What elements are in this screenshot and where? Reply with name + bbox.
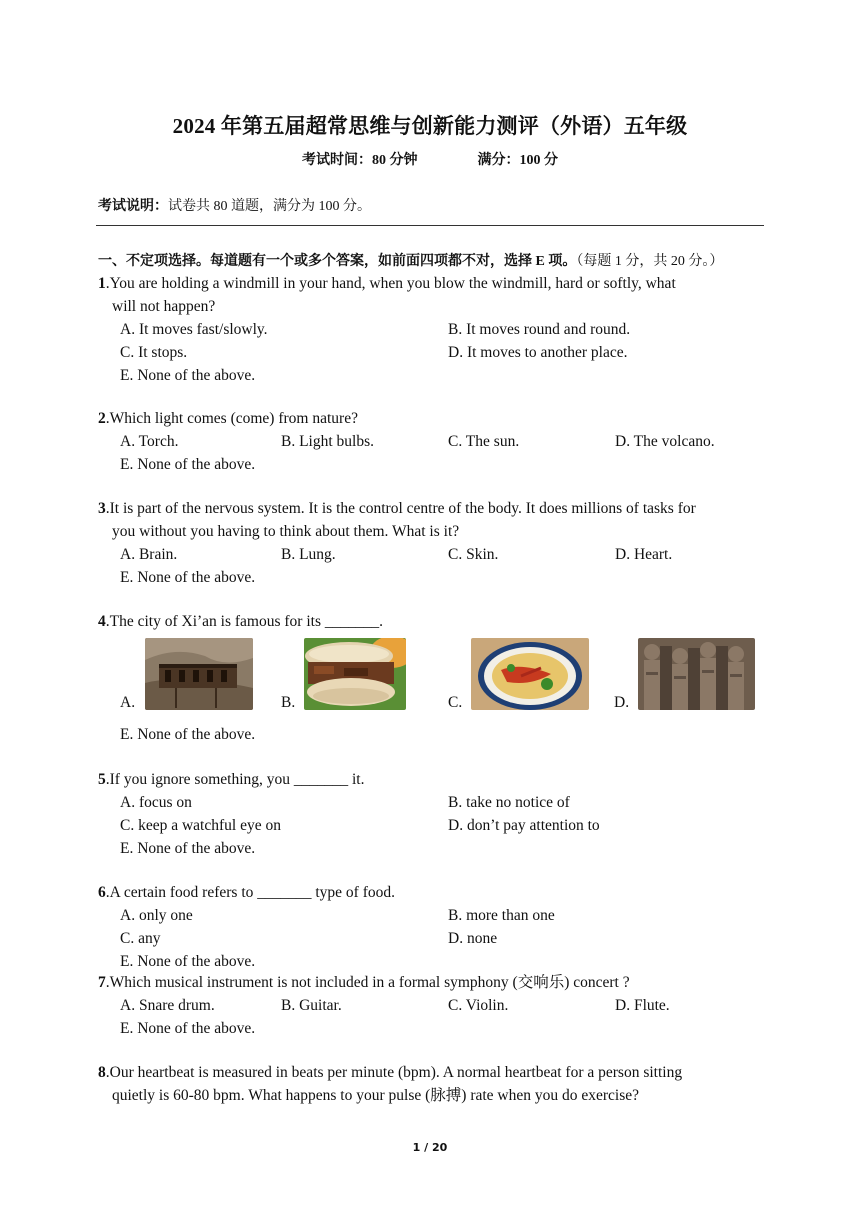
section-scoring: （每题 1 分，共 20 分。） (576, 254, 724, 269)
question-text: .A certain food refers to _______ type of food. (105, 884, 396, 901)
option-a[interactable]: A. Brain. (120, 546, 178, 563)
question-text: .Which musical instrument is not included in a formal symphony (交响乐) concert ? (105, 974, 630, 991)
question-number: 7 (98, 974, 106, 991)
divider (96, 225, 764, 226)
option-e[interactable]: E. None of the above. (120, 726, 256, 743)
question-number: 4 (98, 613, 106, 630)
question-number: 1 (98, 275, 106, 292)
option-c[interactable]: C. Skin. (448, 546, 499, 563)
option-b[interactable]: B. take no notice of (448, 794, 570, 811)
exam-score: 满分：100 分 (477, 153, 558, 168)
exam-time: 考试时间：80 分钟 (302, 153, 418, 168)
question-text: .You are holding a windmill in your hand, when you blow the windmill, hard or softly, what (105, 275, 676, 292)
option-e[interactable]: E. None of the above. (120, 840, 256, 857)
question-text: .If you ignore something, you _______ it. (105, 771, 365, 788)
option-e[interactable]: E. None of the above. (120, 456, 256, 473)
option-a[interactable]: A. (120, 694, 136, 711)
option-d[interactable]: D. Flute. (615, 997, 670, 1014)
page-number: 1 / 20 (412, 1141, 448, 1154)
option-d[interactable]: D. Heart. (615, 546, 673, 563)
question-text-cont: will not happen? (112, 298, 216, 315)
option-c[interactable]: C. (448, 694, 463, 711)
exam-meta (0, 149, 860, 169)
page-title: 2024 年第五届超常思维与创新能力测评（外语）五年级 (172, 114, 688, 138)
question-3 (98, 497, 768, 589)
question-number: 5 (98, 771, 106, 788)
question-7 (98, 971, 768, 1040)
option-c[interactable]: C. Violin. (448, 997, 509, 1014)
question-4-option-e (98, 723, 768, 746)
option-e[interactable]: E. None of the above. (120, 569, 256, 586)
section-heading (98, 250, 723, 270)
question-text: .It is part of the nervous system. It is the control centre of the body. It does millions of tasks for (105, 500, 696, 517)
roujiamo-image[interactable] (304, 638, 406, 710)
exam-notes (98, 195, 371, 215)
option-e[interactable]: E. None of the above. (120, 953, 256, 970)
hanging-temple-image[interactable] (145, 638, 253, 710)
option-b[interactable]: B. Lung. (281, 546, 336, 563)
terracotta-warriors-image[interactable] (638, 638, 755, 710)
option-d[interactable]: D. don’t pay attention to (448, 817, 600, 834)
option-a[interactable]: A. focus on (120, 794, 192, 811)
question-4-images (0, 638, 860, 718)
question-2 (98, 407, 768, 476)
question-number: 2 (98, 410, 106, 427)
question-1 (98, 272, 768, 387)
option-a[interactable]: A. Snare drum. (120, 997, 215, 1014)
question-text-cont: quietly is 60-80 bpm. What happens to your pulse (脉搏) rate when you do exercise? (112, 1087, 640, 1104)
option-b[interactable]: B. Guitar. (281, 997, 342, 1014)
question-text: .Our heartbeat is measured in beats per minute (bpm). A normal heartbeat for a person sitting (105, 1064, 683, 1081)
option-a[interactable]: A. only one (120, 907, 193, 924)
question-number: 3 (98, 500, 106, 517)
option-b[interactable]: B. It moves round and round. (448, 321, 631, 338)
option-e[interactable]: E. None of the above. (120, 1020, 256, 1037)
question-5 (98, 768, 768, 860)
option-d[interactable]: D. The volcano. (615, 433, 715, 450)
question-text-cont: you without you having to think about them. What is it? (112, 523, 460, 540)
question-number: 8 (98, 1064, 106, 1081)
option-e[interactable]: E. None of the above. (120, 367, 256, 384)
question-number: 6 (98, 884, 106, 901)
notes-text: 试卷共 80 道题，满分为 100 分。 (168, 199, 371, 214)
option-c[interactable]: C. It stops. (120, 344, 188, 361)
option-d[interactable]: D. (614, 694, 630, 711)
option-c[interactable]: C. keep a watchful eye on (120, 817, 281, 834)
option-a[interactable]: A. It moves fast/slowly. (120, 321, 268, 338)
question-4 (98, 610, 768, 633)
option-a[interactable]: A. Torch. (120, 433, 179, 450)
section-instructions: 一、不定项选择。每道题有一个或多个答案，如前面四项都不对，选择 E 项。 (98, 254, 577, 269)
option-c[interactable]: C. any (120, 930, 161, 947)
option-c[interactable]: C. The sun. (448, 433, 520, 450)
question-text: .Which light comes (come) from nature? (105, 410, 358, 427)
option-b[interactable]: B. (281, 694, 296, 711)
option-d[interactable]: D. none (448, 930, 498, 947)
question-8 (98, 1061, 768, 1107)
option-b[interactable]: B. more than one (448, 907, 555, 924)
option-d[interactable]: D. It moves to another place. (448, 344, 628, 361)
question-text: .The city of Xi’an is famous for its _______. (105, 613, 383, 630)
noodles-image[interactable] (471, 638, 589, 710)
option-b[interactable]: B. Light bulbs. (281, 433, 375, 450)
notes-label: 考试说明： (98, 199, 168, 214)
question-6 (98, 881, 768, 973)
